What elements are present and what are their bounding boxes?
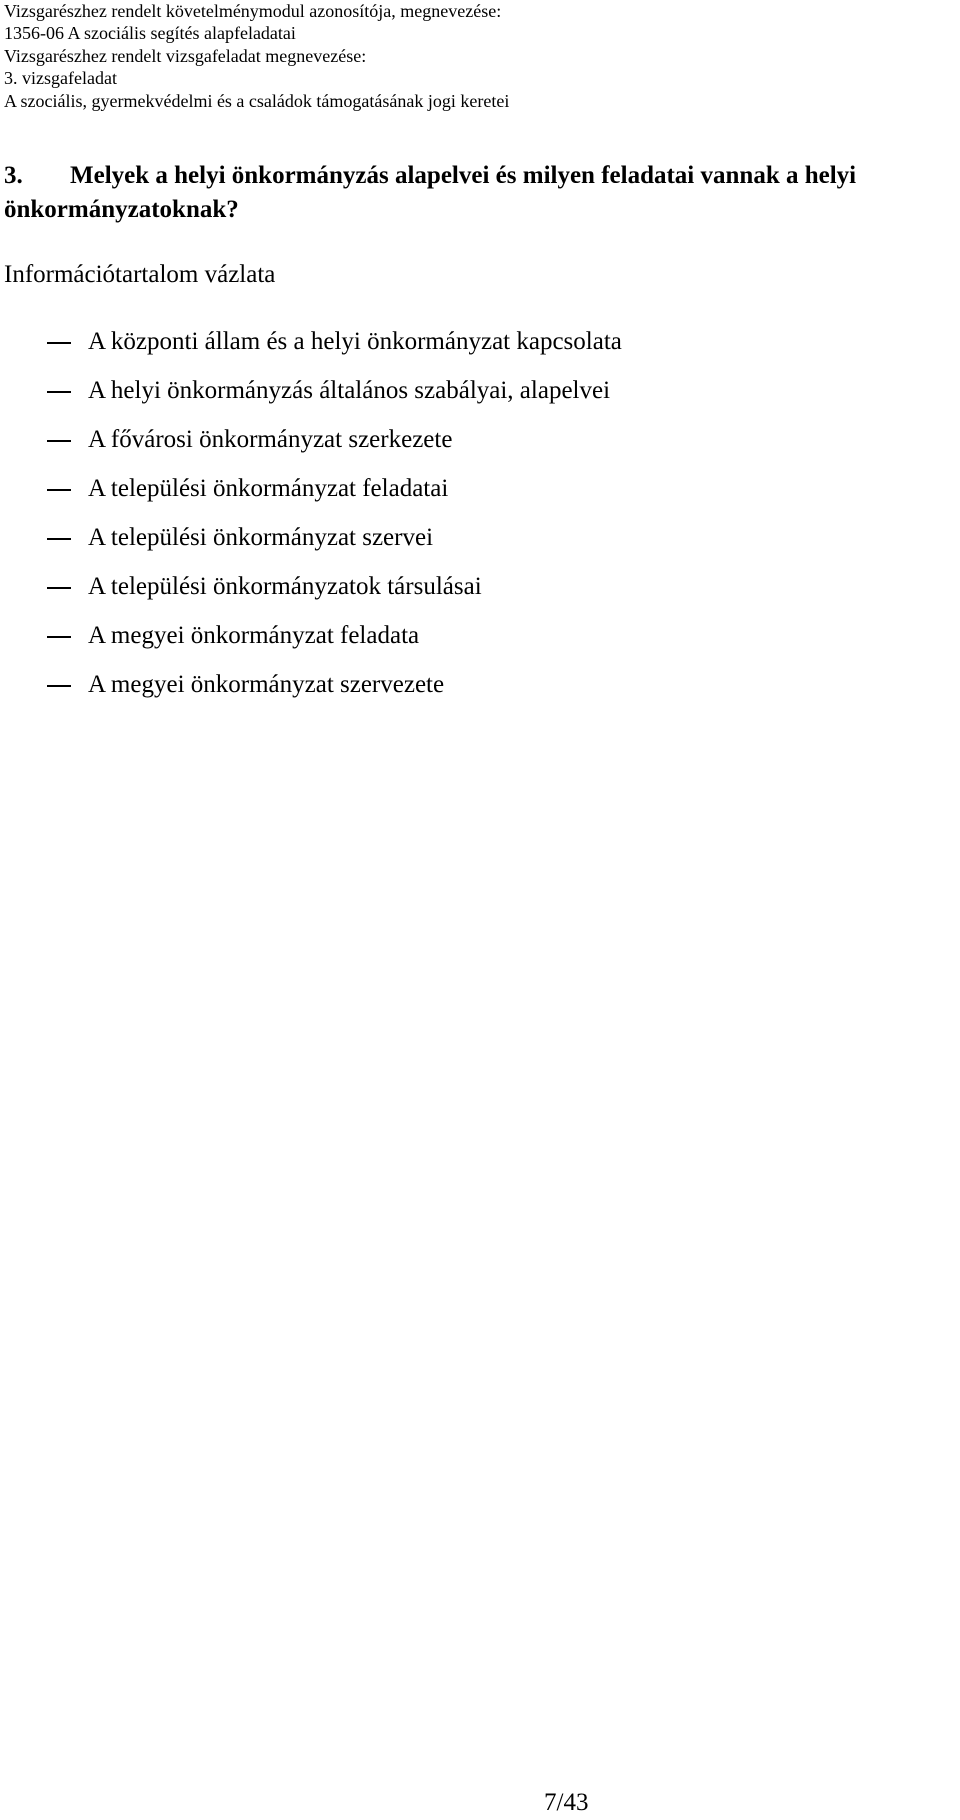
list-item-text: A fővárosi önkormányzat szerkezete <box>88 426 453 453</box>
dash-bullet-icon <box>47 685 71 687</box>
dash-bullet-icon <box>47 489 71 491</box>
header-line-task-label: Vizsgarészhez rendelt vizsgafeladat megnevezése: <box>4 45 367 66</box>
document-header <box>4 0 954 112</box>
question-heading <box>4 159 954 227</box>
list-item-text: A megyei önkormányzat feladata <box>88 622 420 649</box>
dash-bullet-icon <box>47 636 71 638</box>
header-line-module-name: 1356-06 A szociális segítés alapfeladatai <box>4 23 296 44</box>
dash-bullet-icon <box>47 391 71 393</box>
question-text: Melyek a helyi önkormányzás alapelvei és milyen feladatai vannak a helyi önkormányzatoknak? <box>4 162 857 223</box>
list-item-text: A megyei önkormányzat szervezete <box>88 671 445 698</box>
dash-bullet-icon <box>47 538 71 540</box>
page-number: 7/43 <box>544 1789 589 1816</box>
header-line-module-label: Vizsgarészhez rendelt követelménymodul azonosítója, megnevezése: <box>4 1 502 21</box>
list-item-text: A települési önkormányzatok társulásai <box>88 573 482 600</box>
dash-bullet-icon <box>47 587 71 589</box>
list-item-text: A települési önkormányzat szervei <box>88 524 434 551</box>
list-item-text: A települési önkormányzat feladatai <box>88 475 449 502</box>
header-line-task-name: A szociális, gyermekvédelmi és a családok támogatásának jogi keretei <box>4 90 510 111</box>
list-item-text: A központi állam és a helyi önkormányzat kapcsolata <box>88 328 622 355</box>
dash-bullet-icon <box>47 440 71 442</box>
outline-title: Információtartalom vázlata <box>4 261 276 288</box>
list-item-text: A helyi önkormányzás általános szabályai, alapelvei <box>88 377 611 404</box>
dash-bullet-icon <box>47 342 71 344</box>
header-line-task-number: 3. vizsgafeladat <box>4 68 117 89</box>
question-number: 3. <box>4 162 23 189</box>
